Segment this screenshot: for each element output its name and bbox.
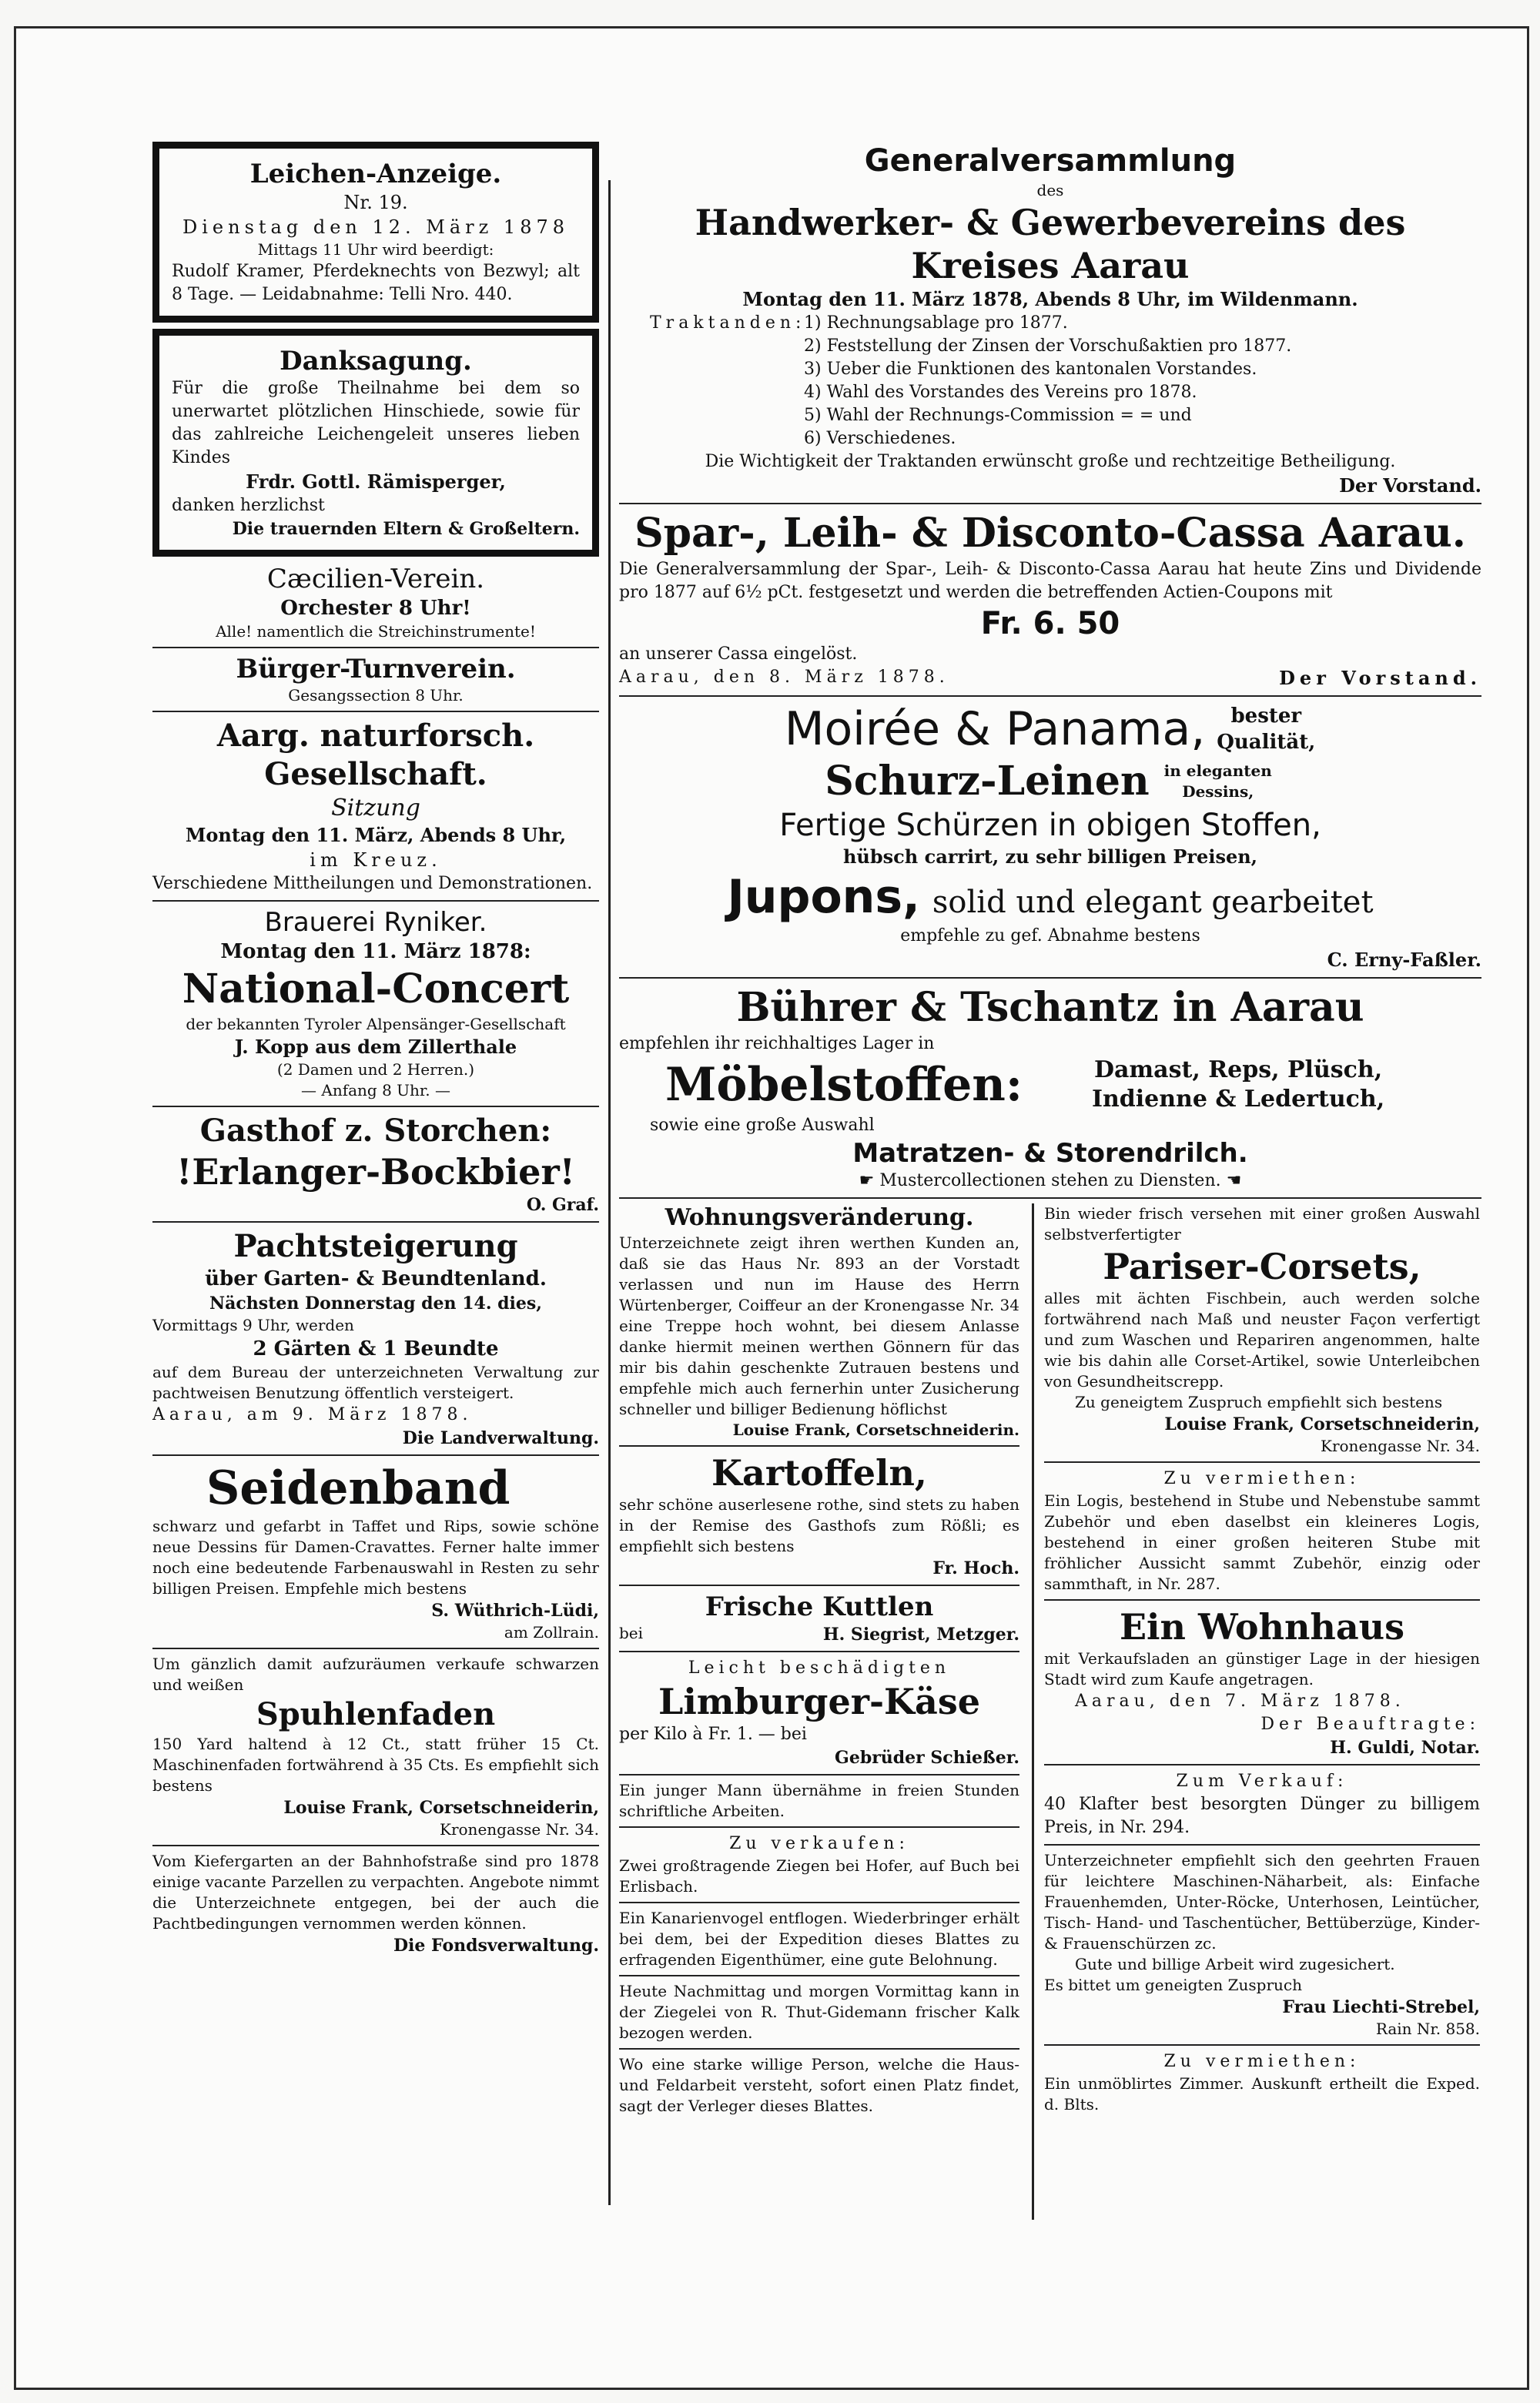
wohnung-sig: Louise Frank, Corsetschneiderin. [732, 1421, 1019, 1439]
leichen-body: Rudolf Kramer, Pferdeknechts von Bezwyl; alt 8 Tage. — Leidabnahme: Telli Nro. 440. [172, 262, 580, 304]
kartoffeln [619, 1451, 1019, 1580]
wohnungsveraenderung [619, 1203, 1019, 1441]
buehrer-muster: ☛ Mustercollectionen stehen zu Diensten. ☚ [859, 1171, 1242, 1190]
frischer-kalk: Heute Nachmittag und morgen Vormittag kann in der Ziegelei von R. Thut-Gidemann frischer Kalk bezogen werden. [619, 1982, 1019, 2042]
leichen-anzeige [152, 142, 599, 323]
corsets-intro: Bin wieder frisch versehen mit einer großen Auswahl selbstverfertigter [1044, 1204, 1480, 1243]
brauerei-l3: (2 Damen und 2 Herren.) [276, 1060, 475, 1079]
naturf-sub: Sitzung [331, 795, 420, 822]
gv-date: Montag den 11. März 1878, Abends 8 Uhr, im Wildenmann. [742, 288, 1358, 310]
pacht-sub: über Garten- & Beundtenland. [205, 1267, 547, 1290]
spar-amount: Fr. 6. 50 [980, 606, 1120, 641]
naturf-title: Aarg. naturforsch. Gesellschaft. [216, 718, 535, 792]
seiden-body: schwarz und gefarbt in Taffet und Rips, sowie schöne neue Dessins für Damen-Cravattes. Ferner halte immer noch eine bedeutende Farbenauswahl in Resten zu sehr billigen Preisen. Empfehle mich bestens [152, 1517, 599, 1598]
limburger-price: per Kilo à Fr. 1. — bei [619, 1725, 807, 1744]
divider [619, 1826, 1019, 1828]
naturf-place: im Kreuz. [310, 849, 442, 871]
leichen-date: Dienstag den 12. März 1878 [182, 216, 569, 238]
divider [152, 647, 599, 648]
divider [619, 1651, 1019, 1652]
gv-title: Generalversammlung [864, 143, 1237, 179]
gv-item: 6) Verschiedenes. [804, 429, 956, 448]
spar-footer [619, 666, 1481, 691]
divider [152, 1221, 599, 1223]
corsets-title: Pariser-Corsets, [1103, 1246, 1421, 1287]
moiree-solid: solid und elegant gearbeitet [932, 885, 1374, 920]
pacht-l3: 2 Gärten & 1 Beundte [253, 1337, 499, 1360]
logis-head: Zu vermiethen: [1163, 1469, 1361, 1488]
divider [152, 1845, 599, 1846]
spar-leih-cassa [619, 509, 1481, 691]
leichen-nr: Nr. 19. [343, 192, 408, 213]
spar-line: an unserer Cassa eingelöst. [619, 644, 858, 664]
divider [1044, 2044, 1480, 2046]
right-column [619, 142, 1481, 2227]
divider [619, 1197, 1481, 1199]
corsets-sig: Louise Frank, Corsetschneiderin, [1164, 1414, 1480, 1434]
fonds-body: Vom Kiefergarten an der Bahnhofstraße sind pro 1878 einige vacante Parzellen zu verpachten. Angebote nimmt die Unterzeichnete entgegen, bei der auch die Pachtbedingungen vernommen werden können. [152, 1852, 599, 1933]
moiree-panama [619, 701, 1481, 972]
buehrer-l2: sowie eine große Auswahl [650, 1116, 875, 1135]
pacht-l2: Vormittags 9 Uhr, werden [152, 1316, 354, 1334]
buerger-turnverein [152, 653, 599, 706]
naturf-body: Verschiedene Mittheilungen und Demonstrationen. [152, 874, 593, 893]
divider [152, 711, 599, 712]
divider [1044, 1461, 1480, 1463]
divider [1044, 1764, 1480, 1765]
naeh-l3: Es bittet um geneigten Zuspruch [1044, 1976, 1302, 1994]
spar-body: Die Generalversammlung der Spar-, Leih- & Disconto-Cassa Aarau hat heute Zins und Dividende pro 1877 auf 6½ pCt. festgesetzt und werden die betreffenden Actien-Coupons mit [619, 560, 1481, 602]
gv-traktanden [619, 312, 1481, 450]
brauerei-l4: — Anfang 8 Uhr. — [301, 1081, 450, 1099]
wohnhaus-title: Ein Wohnhaus [1119, 1606, 1405, 1648]
seiden-title: Seidenband [206, 1461, 511, 1515]
wohnhaus [1044, 1605, 1480, 1759]
gv-big: Handwerker- & Gewerbevereins des Kreises Aarau [695, 202, 1406, 286]
left-column [152, 142, 599, 1957]
gv-label: Traktanden: [650, 313, 806, 333]
limburger-sig: Gebrüder Schießer. [835, 1748, 1019, 1768]
moiree-sig: C. Erny-Faßler. [1327, 949, 1481, 971]
dank-title: Danksagung. [280, 346, 472, 377]
brauerei-l2: J. Kopp aus dem Zillerthale [234, 1036, 517, 1058]
wohnung-title: Wohnungsveränderung. [665, 1204, 974, 1231]
caecilien-verein [152, 563, 599, 642]
pacht-body: auf dem Bureau der unterzeichneten Verwaltung zur pachtweisen Benutzung öffentlich versteigert. [152, 1363, 599, 1402]
spuhlen-sig2: Kronengasse Nr. 34. [440, 1820, 599, 1839]
divider [619, 1975, 1019, 1976]
brauerei-ryniker [152, 906, 599, 1101]
kartoffeln-body: sehr schöne auserlesene rothe, sind stets zu haben in der Remise des Gasthofs zum Rößli; es empfiehlt sich bestens [619, 1495, 1019, 1555]
dank-name: Frdr. Gottl. Rämisperger, [246, 470, 506, 493]
pacht-title: Pachtsteigerung [233, 1228, 518, 1264]
divider [619, 977, 1481, 979]
naeh-l2: Gute und billige Arbeit wird zugesichert. [1075, 1955, 1395, 1973]
right-sub-right [1044, 1203, 1480, 2115]
divider [152, 1454, 599, 1456]
gv-item: 2) Feststellung der Zinsen der Vorschußaktien pro 1877. [804, 336, 1292, 356]
storchen-big: !Erlanger-Bockbier! [176, 1151, 575, 1193]
corsets-sig2: Kronengasse Nr. 34. [1321, 1437, 1480, 1455]
leichen-title: Leichen-Anzeige. [249, 159, 502, 189]
storchen-sig: O. Graf. [526, 1195, 599, 1215]
divider [619, 1445, 1019, 1447]
pacht-l1: Nächsten Donnerstag den 14. dies, [209, 1294, 542, 1314]
corsets-close: Zu geneigtem Zuspruch empfiehlt sich bestens [1075, 1393, 1443, 1411]
seiden-sig: S. Wüthrich-Lüdi, [431, 1601, 599, 1621]
zimmer-head: Zu vermiethen: [1163, 2052, 1361, 2071]
wohnung-body: Unterzeichnete zeigt ihren werthen Kunden an, daß sie das Haus Nr. 893 an der Vorstadt verlassen und nun im Hause des Herrn Würtenberger, Coiffeur an der Kronengasse Nr. 34 eine Treppe hoch wohnt, bei diesem Anlasse danke hiermit meinen werthen Gönnern für das mir bis dahin geschenkte Zutrauen bestens und empfehle mich auch fernerhin unter Zusicherung schneller und billiger Bedienung höflichst [619, 1233, 1019, 1418]
moiree-qual: bester Qualität, [1217, 705, 1316, 754]
person-gesucht: Wo eine starke willige Person, welche die Haus- und Feldarbeit versteht, sofort einen Platz findet, sagt der Verleger dieses Blattes. [619, 2055, 1019, 2115]
kartoffeln-title: Kartoffeln, [711, 1452, 927, 1494]
naeh-body: Unterzeichneter empfiehlt sich den geehrten Frauen für leichtere Maschinen-Näharbeit, als: Einfache Frauenhemden, Unter-Röcke, Unterhosen, Leintücher, Tisch- Hand- und Taschentücher, Bettüberzüge, Kinder- & Frauenschürzen zc. [1044, 1851, 1480, 1953]
caecilien-line2: Alle! namentlich die Streichinstrumente! [216, 622, 536, 641]
pariser-corsets [1044, 1203, 1480, 1457]
gv-item: 1) Rechnungsablage pro 1877. [804, 313, 1068, 333]
gasthof-storchen [152, 1112, 599, 1217]
kuttlen-sig: H. Siegrist, Metzger. [822, 1625, 1019, 1645]
dank-body: Für die große Theilnahme bei dem so unerwartet plötzlichen Hinschiede, sowie für das zahlreiche Leichengeleit unseres lieben Kindes [172, 379, 580, 467]
ziegen-head: Zu verkaufen: [729, 1834, 909, 1853]
wohnhaus-body: mit Verkaufsladen an günstiger Lage in der hiesigen Stadt wird zum Kaufe angetragen. [1044, 1649, 1480, 1688]
right-sub-left [619, 1203, 1019, 2117]
turn-line: Gesangssection 8 Uhr. [288, 686, 464, 705]
naturforsch-gesellschaft [152, 717, 599, 895]
kartoffeln-sig: Fr. Hoch. [932, 1558, 1019, 1578]
divider [152, 1106, 599, 1107]
junger-mann: Ein junger Mann übernähme in freien Stunden schriftliche Arbeiten. [619, 1781, 1019, 1820]
spuhlenfaden [152, 1654, 599, 1840]
spuhlen-intro: Um gänzlich damit aufzuräumen verkaufe schwarzen und weißen [152, 1655, 599, 1694]
corsets-body: alles mit ächten Fischbein, auch werden solche fortwährend nach Maß und neuster Façon verfertigt und zum Waschen und Repariren angenommen, halte wie bis dahin alle Corset-Artikel, sowie Unterleibchen von Gesundheitscrepp. [1044, 1289, 1480, 1391]
moiree-jupons: Jupons, [727, 870, 920, 924]
moiree-empf: empfehle zu gef. Abnahme bestens [900, 926, 1200, 945]
wohnhaus-sig: H. Guldi, Notar. [1330, 1738, 1480, 1758]
kuttlen-bei: bei [619, 1624, 644, 1642]
logis-body: Ein Logis, bestehend in Stube und Nebenstube sammt Zubehör und eben daselbst ein kleineres Logis, bestehend in einer großen heiteren Stube mit fröhlicher Aussicht sammt Zubehör, einzig oder sammthaft, in Nr. 287. [1044, 1491, 1480, 1593]
spar-title: Spar-, Leih- & Disconto-Cassa Aarau. [634, 510, 1466, 557]
danksagung [152, 329, 599, 557]
gv-item: 4) Wahl des Vorstandes des Vereins pro 1878. [804, 383, 1197, 402]
seidenband [152, 1461, 599, 1643]
right-subcolumns [619, 1203, 1481, 2227]
wohnhaus-date: Aarau, den 7. März 1878. [1075, 1692, 1405, 1711]
divider [619, 695, 1481, 697]
buehrer-items: Damast, Reps, Plüsch, Indienne & Ledertuch, [1091, 1056, 1385, 1113]
spuhlen-title: Spuhlenfaden [256, 1696, 496, 1732]
brauerei-date: Montag den 11. März 1878: [220, 940, 531, 963]
generalversammlung [619, 142, 1481, 498]
naturf-date: Montag den 11. März, Abends 8 Uhr, [185, 824, 567, 846]
zimmer-body: Ein unmöblirtes Zimmer. Auskunft ertheilt die Exped. d. Blts. [1044, 2074, 1480, 2114]
duenger-head: Zum Verkauf: [1176, 1772, 1348, 1791]
caecilien-title: Cæcilien-Verein. [266, 564, 485, 594]
moiree-schurz: Schurz-Leinen [825, 758, 1150, 805]
fondsverwaltung [152, 1851, 599, 1957]
frische-kuttlen [619, 1591, 1019, 1646]
ziegen [619, 1832, 1019, 1897]
spar-date: Aarau, den 8. März 1878. [619, 668, 949, 687]
storchen-title: Gasthof z. Storchen: [199, 1113, 552, 1149]
leichen-time: Mittags 11 Uhr wird beerdigt: [257, 240, 494, 259]
buehrer-title: Bührer & Tschantz in Aarau [736, 984, 1364, 1031]
gv-des: des [1036, 181, 1064, 199]
newspaper-page [14, 26, 1529, 2390]
naeharbeit [1044, 1850, 1480, 2040]
divider [1044, 1844, 1480, 1846]
gv-item: 5) Wahl der Rechnungs-Commission = = und [804, 406, 1192, 425]
ziegen-body: Zwei großtragende Ziegen bei Hofer, auf Buch bei Erlisbach. [619, 1856, 1019, 1896]
limburger-pre: Leicht beschädigten [688, 1658, 951, 1678]
divider [152, 1648, 599, 1649]
gv-note: Die Wichtigkeit der Traktanden erwünscht große und rechtzeitige Betheiligung. [705, 452, 1396, 471]
moiree-fertige: Fertige Schürzen in obigen Stoffen, [779, 808, 1321, 843]
naeh-sig2: Rain Nr. 858. [1375, 2020, 1480, 2038]
spuhlen-body: 150 Yard haltend à 12 Ct., statt früher 15 Ct. Maschinenfaden fortwährend à 35 Cts. Es empfiehlt sich bestens [152, 1735, 599, 1795]
duenger-body: 40 Klafter best besorgten Dünger zu billigem Preis, in Nr. 294. [1044, 1795, 1480, 1837]
brauerei-big: National-Concert [182, 966, 570, 1012]
moiree-dessins: in eleganten Dessins, [1163, 761, 1272, 801]
moiree-title: Moirée & Panama, [784, 702, 1206, 756]
kanarienvogel: Ein Kanarienvogel entflogen. Wiederbringer erhält bei dem, bei der Expedition dieses Blattes zu erfragenden Eigenthümer, eine gute Belohnung. [619, 1909, 1019, 1969]
logis [1044, 1468, 1480, 1595]
column-divider [608, 180, 611, 2205]
divider [619, 1774, 1019, 1775]
kuttlen-title: Frische Kuttlen [705, 1591, 934, 1622]
gv-sig: Der Vorstand. [1339, 474, 1481, 497]
naeh-sig: Frau Liechti-Strebel, [1282, 1997, 1480, 2017]
divider [152, 900, 599, 902]
divider [619, 1585, 1019, 1586]
buehrer-l1: empfehlen ihr reichhaltiges Lager in [619, 1034, 935, 1053]
fonds-sig: Die Fondsverwaltung. [393, 1936, 599, 1956]
pacht-date: Aarau, am 9. März 1878. [152, 1405, 473, 1424]
gv-item: 3) Ueber die Funktionen des kantonalen Vorstandes. [804, 360, 1257, 379]
brauerei-title: Brauerei Ryniker. [264, 907, 487, 938]
zimmer [1044, 2050, 1480, 2115]
dank-line: danken herzlichst [172, 496, 325, 515]
buehrer-big: Möbelstoffen: [665, 1058, 1023, 1112]
brauerei-l1: der bekannten Tyroler Alpensänger-Gesellschaft [186, 1015, 566, 1033]
turn-title: Bürger-Turnverein. [236, 654, 516, 684]
pacht-sig: Die Landverwaltung. [402, 1428, 599, 1448]
moiree-carrirt: hübsch carrirt, zu sehr billigen Preisen, [842, 845, 1258, 868]
dank-sig: Die trauernden Eltern & Großeltern. [232, 519, 580, 539]
spar-sig: Der Vorstand. [1279, 667, 1481, 689]
divider [619, 2048, 1019, 2050]
subcolumn-divider [1032, 1203, 1034, 2220]
limburger-kaese [619, 1657, 1019, 1769]
divider [619, 1902, 1019, 1903]
buehrer-tschantz [619, 983, 1481, 1193]
divider [619, 503, 1481, 504]
limburger-title: Limburger-Käse [658, 1681, 981, 1722]
spuhlen-sig: Louise Frank, Corsetschneiderin, [283, 1798, 599, 1818]
buehrer-matr: Matratzen- & Storendrilch. [852, 1138, 1248, 1169]
divider [1044, 1599, 1480, 1601]
caecilien-line1: Orchester 8 Uhr! [280, 597, 471, 620]
seiden-sig2: am Zollrain. [504, 1623, 599, 1642]
pachtsteigerung [152, 1227, 599, 1450]
wohnhaus-role: Der Beauftragte: [1260, 1715, 1480, 1734]
duenger [1044, 1770, 1480, 1839]
